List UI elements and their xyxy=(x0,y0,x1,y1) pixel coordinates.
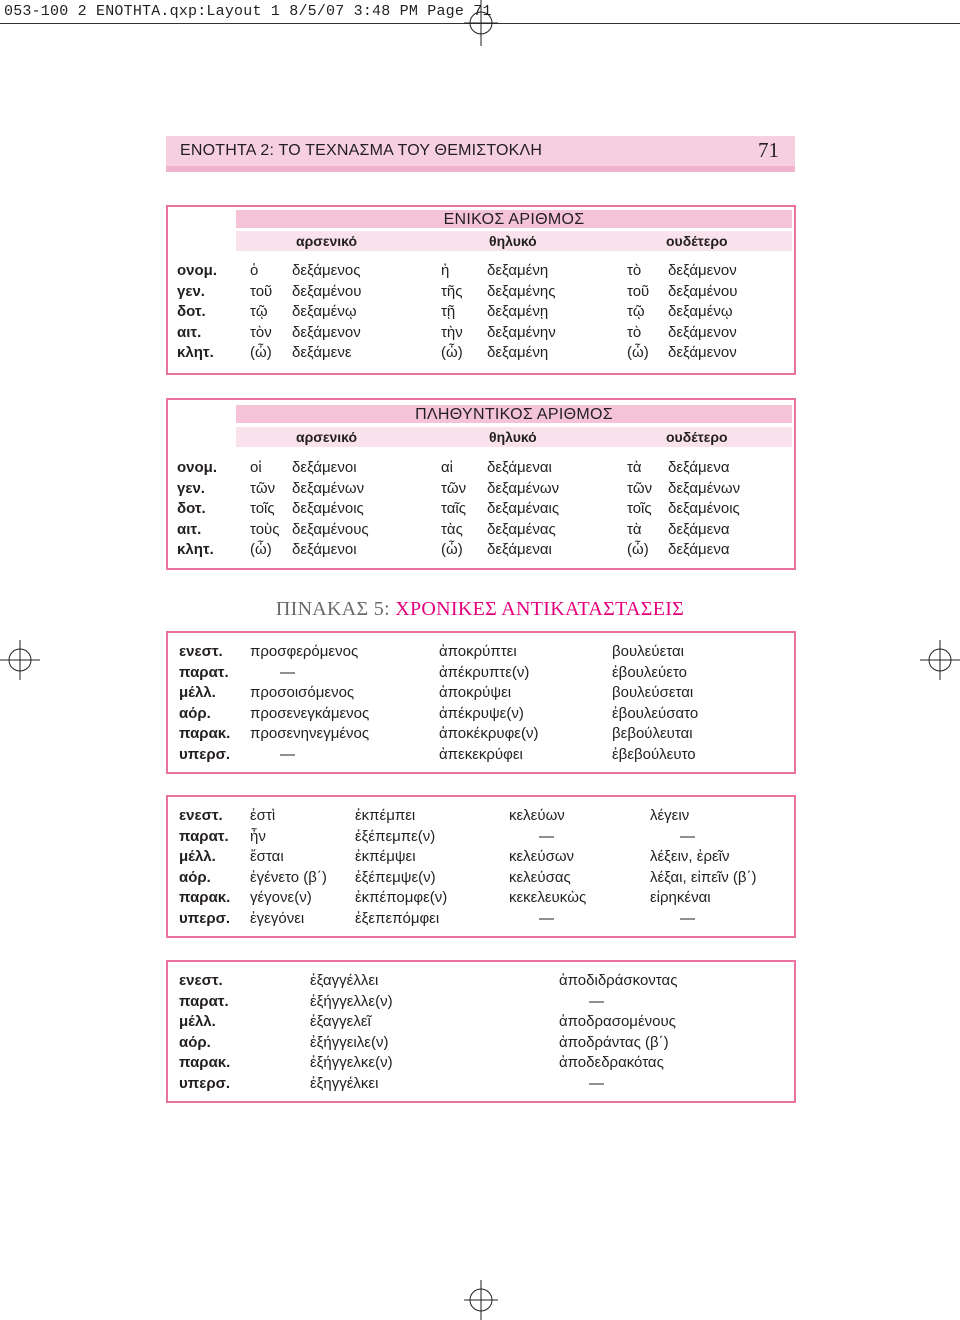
case-label: κλητ. xyxy=(177,541,214,559)
declension-cell: δεξαμένῃ xyxy=(487,303,549,321)
verb-form: εἰρηκέναι xyxy=(650,889,711,907)
table5-title xyxy=(0,598,960,621)
verb-form: ἐγεγόνει xyxy=(250,910,305,927)
gender-neuter: ουδέτερο xyxy=(666,429,728,445)
declension-cell: τὰ xyxy=(627,520,642,538)
declension-cell: τὸ xyxy=(627,262,642,279)
verb-form: ἀποδρασομένους xyxy=(559,1013,676,1031)
case-label: παρακ. xyxy=(179,1054,231,1072)
verb-form: λέξαι, εἰπεῖν (β΄) xyxy=(650,868,757,886)
verb-form: ἐβουλεύετο xyxy=(612,663,687,681)
declension-cell: δεξαμένοις xyxy=(292,500,364,518)
declension-cell: δεξάμενος xyxy=(292,262,361,279)
case-label: μέλλ. xyxy=(179,684,216,702)
declension-cell: ἡ xyxy=(441,262,450,279)
verb-form: ἐξαγγέλλει xyxy=(310,972,379,989)
verb-form: προσενηνεγμένος xyxy=(250,725,370,743)
declension-cell: τῷ xyxy=(627,303,645,321)
case-label: ονομ. xyxy=(177,459,218,476)
verb-form: λέγειν xyxy=(650,807,690,824)
crop-mark-bottom xyxy=(464,1280,498,1320)
verb-form: — xyxy=(680,827,695,845)
verb-form: — xyxy=(539,910,554,927)
verb-form: — xyxy=(280,746,295,763)
declension-cell: δεξάμεναι xyxy=(487,459,552,476)
declension-cell: δεξαμένοις xyxy=(668,500,740,518)
declension-cell: τὸ xyxy=(627,323,642,341)
declension-cell: (ὦ) xyxy=(627,344,649,362)
verb-form: προσοισόμενος xyxy=(250,684,355,702)
gender-masculine: αρσενικό xyxy=(296,233,358,249)
declension-cell: δεξαμένη xyxy=(487,262,549,279)
verb-form: ἀπέκρυψε(ν) xyxy=(439,704,524,722)
crop-mark-top xyxy=(464,0,498,46)
verb-form: ἀπέκρυπτε(ν) xyxy=(439,663,530,681)
verb-form: κελεύσων xyxy=(509,848,575,866)
case-label: παρακ. xyxy=(179,725,231,743)
declension-cell: δεξαμένους xyxy=(292,520,369,538)
verb-form: ἐξέπεμψε(ν) xyxy=(355,868,436,886)
declension-cell: (ὦ) xyxy=(441,541,463,559)
case-label: παρακ. xyxy=(179,889,231,907)
case-label: παρατ. xyxy=(179,663,229,681)
verb-form: βουλεύεται xyxy=(612,643,684,660)
case-label: υπερσ. xyxy=(179,1075,231,1092)
case-label: αιτ. xyxy=(177,520,202,538)
plural-gender-header xyxy=(236,427,792,447)
chapter-header xyxy=(166,136,795,172)
case-label: δοτ. xyxy=(177,500,206,518)
case-label: υπερσ. xyxy=(179,746,231,763)
verb-form: ἐξήγγελλε(ν) xyxy=(310,992,393,1010)
table5-title-main: ΧΡΟΝΙΚΕΣ ΑΝΤΙΚΑΤΑΣΤΑΣΕΙΣ xyxy=(395,598,685,620)
verb-form: γέγονε(ν) xyxy=(250,889,312,907)
verb-form: ἐξήγγελκε(ν) xyxy=(310,1054,393,1072)
verb-form: ἦν xyxy=(250,827,266,845)
gender-neuter: ουδέτερο xyxy=(666,233,728,249)
declension-cell: τῇ xyxy=(441,303,456,321)
case-label: παρατ. xyxy=(179,992,229,1010)
verb-form: προσφερόμενος xyxy=(250,643,359,660)
case-label: γεν. xyxy=(177,282,205,300)
case-label: κλητ. xyxy=(177,344,214,362)
declension-cell: (ὦ) xyxy=(250,344,272,362)
declension-cell: δεξάμενοι xyxy=(292,459,357,476)
verb-form: ἀποκέκρυφε(ν) xyxy=(439,725,539,743)
case-label: αόρ. xyxy=(179,704,211,722)
verb-form: ἐστὶ xyxy=(250,807,276,824)
plural-title: ΠΛΗΘΥΝΤΙΚΟΣ ΑΡΙΘΜΟΣ xyxy=(236,405,792,423)
crop-mark-left xyxy=(0,640,40,680)
verb-form: ἐβεβούλευτο xyxy=(612,746,696,763)
declension-cell: (ὦ) xyxy=(250,541,272,559)
declension-cell: δεξάμενα xyxy=(668,541,730,559)
declension-cell: δεξάμενα xyxy=(668,459,730,476)
plural-table xyxy=(166,398,796,570)
table5-title-prefix: ΠΙΝΑΚΑΣ 5: xyxy=(275,598,396,620)
verb-form: ἐβουλεύσατο xyxy=(612,704,699,722)
declension-cell: δεξαμέναις xyxy=(487,500,560,518)
declension-cell: (ὦ) xyxy=(627,541,649,559)
declension-cell: δεξαμένην xyxy=(487,323,556,341)
gender-feminine: θηλυκό xyxy=(489,429,537,445)
declension-cell: τοῖς xyxy=(250,500,275,518)
verb-form: βεβούλευται xyxy=(612,725,693,743)
declension-cell: τοῦ xyxy=(627,282,650,300)
case-label: αόρ. xyxy=(179,1033,211,1051)
verb-form: κελεύων xyxy=(509,807,565,824)
verb-form: βουλεύσεται xyxy=(612,684,694,702)
verb-form: λέξειν, ἐρεῖν xyxy=(650,848,730,866)
gender-feminine: θηλυκό xyxy=(489,233,537,249)
verb-form: ἐκπέμπει xyxy=(355,807,416,824)
declension-cell: δεξαμένου xyxy=(668,282,738,300)
case-label: αόρ. xyxy=(179,868,211,886)
verb-form: κελεύσας xyxy=(509,868,571,886)
verb-form: προσενεγκάμενος xyxy=(250,704,370,722)
verb-form: ἐξηγγέλκει xyxy=(310,1075,379,1092)
singular-title: ΕΝΙΚΟΣ ΑΡΙΘΜΟΣ xyxy=(236,210,792,228)
declension-cell: δεξάμενον xyxy=(668,262,737,279)
case-label: ενεστ. xyxy=(179,807,223,824)
singular-table xyxy=(166,205,796,375)
declension-cell: δεξαμένης xyxy=(487,282,556,300)
declension-cell: δεξαμένη xyxy=(487,344,549,362)
verb-form: ἐξεπεπόμφει xyxy=(355,910,440,927)
verb-form: — xyxy=(589,1075,604,1092)
declension-cell: δεξάμενοι xyxy=(292,541,357,559)
case-label: ονομ. xyxy=(177,262,218,279)
declension-cell: τὴν xyxy=(441,323,463,341)
verb-form: ἐξήγγειλε(ν) xyxy=(310,1033,389,1051)
singular-gender-header xyxy=(236,231,792,251)
gender-masculine: αρσενικό xyxy=(296,429,358,445)
verb-form: — xyxy=(680,910,695,927)
case-label: υπερσ. xyxy=(179,910,231,927)
case-label: δοτ. xyxy=(177,303,206,321)
declension-cell: τὰς xyxy=(441,520,463,538)
verb-form: ἔσται xyxy=(250,848,284,866)
tense-table-a xyxy=(166,631,796,774)
verb-form: ἀποδράντας (β΄) xyxy=(559,1033,669,1051)
chapter-title: ΕΝΟΤΗΤΑ 2: ΤΟ ΤΕΧΝΑΣΜΑ ΤΟΥ ΘΕΜΙΣΤΟΚΛΗ xyxy=(180,142,543,159)
declension-cell: τῆς xyxy=(441,282,463,300)
verb-form: — xyxy=(539,827,554,845)
tense-table-b xyxy=(166,795,796,938)
declension-cell: τῶν xyxy=(441,479,467,497)
case-label: ενεστ. xyxy=(179,972,223,989)
tense-table-c xyxy=(166,960,796,1103)
declension-cell: δεξαμένων xyxy=(292,479,365,497)
verb-form: ἀποκρύψει xyxy=(439,684,512,702)
declension-cell: τῷ xyxy=(250,303,268,321)
print-slug: 053-100 2 ENOTHTA.qxp:Layout 1 8/5/07 3:48 PM Page 71 xyxy=(0,0,960,24)
case-label: αιτ. xyxy=(177,323,202,341)
declension-cell: (ὦ) xyxy=(441,344,463,362)
case-label: γεν. xyxy=(177,479,205,497)
declension-cell: δεξαμένας xyxy=(487,520,556,538)
declension-cell: αἱ xyxy=(441,459,454,476)
verb-form: ἐξαγγελεῖ xyxy=(310,1013,371,1031)
verb-form: ἀποκρύπτει xyxy=(439,643,517,660)
verb-form: ἐκπέμψει xyxy=(355,848,416,866)
declension-cell: δεξαμένῳ xyxy=(292,303,357,321)
verb-form: — xyxy=(589,992,604,1010)
declension-cell: τοῦ xyxy=(250,282,273,300)
verb-form: — xyxy=(280,663,295,681)
verb-form: ἀπεκεκρύφει xyxy=(439,746,523,763)
declension-cell: τὸν xyxy=(250,323,272,341)
verb-form: ἀποδιδράσκοντας xyxy=(559,972,678,989)
verb-form: ἐγένετο (β΄) xyxy=(250,868,327,886)
verb-form: ἐκπέπομφε(ν) xyxy=(355,889,448,907)
case-label: μέλλ. xyxy=(179,848,216,866)
declension-cell: δεξάμενε xyxy=(292,344,352,362)
declension-cell: ὁ xyxy=(250,262,259,279)
declension-cell: δεξάμενον xyxy=(668,323,737,341)
verb-form: κεκελευκὼς xyxy=(509,889,587,907)
declension-cell: ταῖς xyxy=(441,500,466,518)
verb-form: ἀποδεδρακότας xyxy=(559,1054,664,1072)
declension-cell: τῶν xyxy=(250,479,276,497)
declension-cell: δεξαμένῳ xyxy=(668,303,733,321)
page-number: 71 xyxy=(758,138,779,162)
declension-cell: δεξάμενον xyxy=(668,344,737,362)
declension-cell: δεξάμεναι xyxy=(487,541,552,559)
declension-cell: τοῖς xyxy=(627,500,652,518)
declension-cell: δεξαμένων xyxy=(487,479,560,497)
declension-cell: τὰ xyxy=(627,459,642,476)
declension-cell: δεξάμενα xyxy=(668,520,730,538)
case-label: ενεστ. xyxy=(179,643,223,660)
declension-cell: δεξαμένων xyxy=(668,479,741,497)
case-label: παρατ. xyxy=(179,827,229,845)
declension-cell: οἱ xyxy=(250,459,262,476)
declension-cell: δεξαμένου xyxy=(292,282,362,300)
declension-cell: δεξάμενον xyxy=(292,323,361,341)
declension-cell: τοὺς xyxy=(250,520,280,538)
declension-cell: τῶν xyxy=(627,479,653,497)
crop-mark-right xyxy=(920,640,960,680)
case-label: μέλλ. xyxy=(179,1013,216,1031)
verb-form: ἐξέπεμπε(ν) xyxy=(355,827,436,845)
